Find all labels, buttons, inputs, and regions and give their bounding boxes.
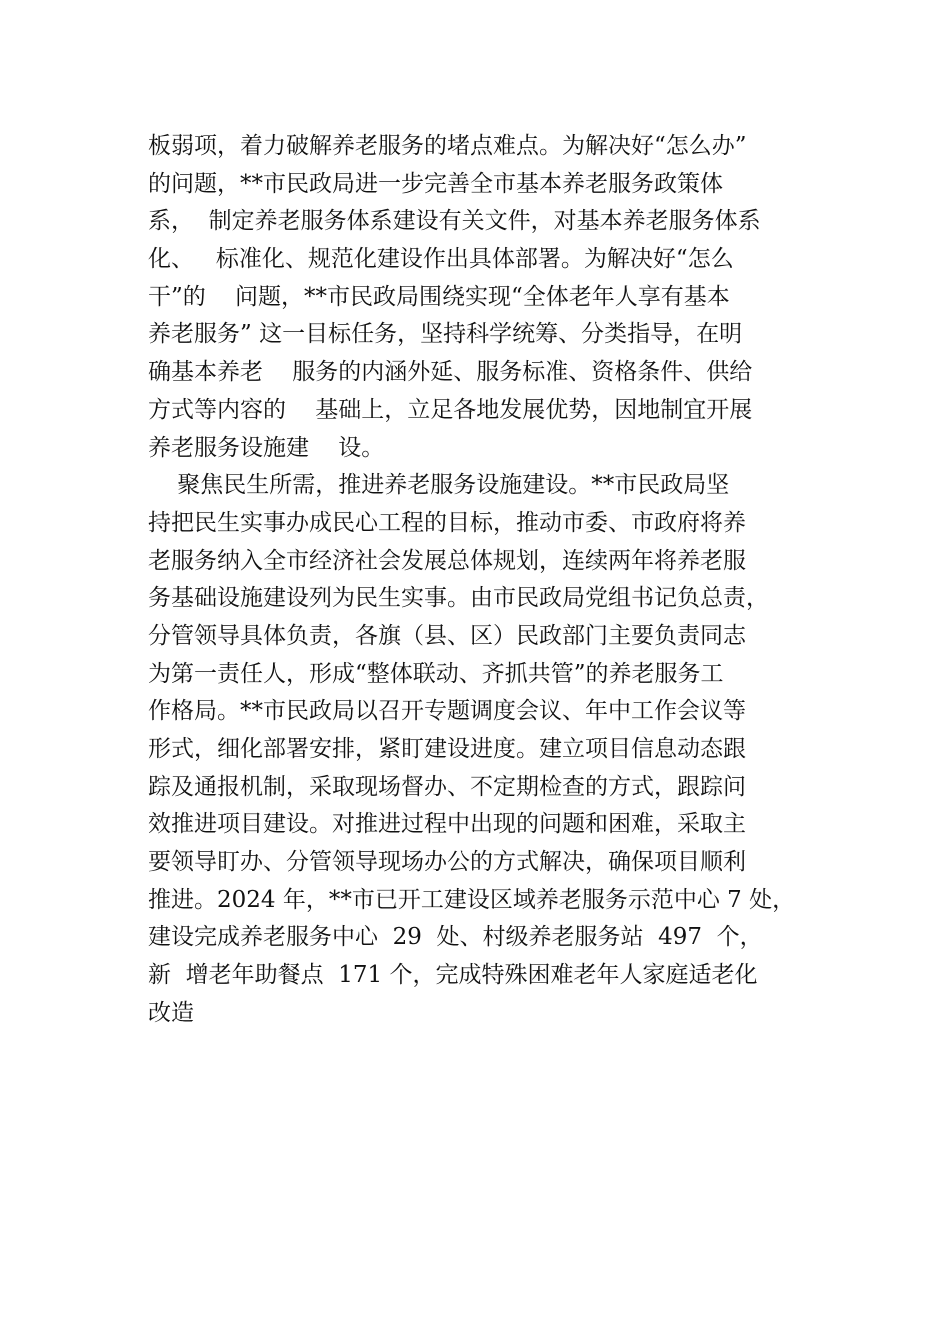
text-line: 养老服务设施建 设。: [148, 434, 385, 461]
document-body: [148, 128, 848, 1033]
text-line: 形式，细化部署安排，紧盯建设进度。建立项目信息动态跟: [148, 736, 746, 762]
text-line: 要领导盯办、分管领导现场办公的方式解决，确保项目顺利: [148, 849, 746, 876]
text-line: 化、 标准化、规范化建设作出具体部署。为解决好“怎么: [148, 246, 734, 273]
text-line: 建设完成养老服务中心 29 处、村级养老服务站 497 个，: [148, 924, 763, 951]
text-line: 务基础设施建设列为民生实事。由市民政局党组书记负总责，: [148, 585, 769, 612]
text-line: 改造: [148, 999, 194, 1026]
text-line: 养老服务” 这一目标任务，坚持科学统筹、分类指导，在明: [148, 321, 743, 348]
text-line: 方式等内容的 基础上，立足各地发展优势，因地制宜开展: [148, 396, 753, 423]
text-line: 老服务纳入全市经济社会发展总体规划，连续两年将养老服: [148, 547, 746, 574]
text-line: 分管领导具体负责，各旗（县、区）民政部门主要负责同志: [148, 622, 746, 649]
text-line: 干”的 问题，**市民政局围绕实现“全体老年人享有基本: [148, 283, 730, 310]
text-line: 板弱项，着力破解养老服务的堵点难点。为解决好“怎么办”: [148, 133, 747, 159]
paragraph-elderly-care-policy: [148, 128, 848, 467]
text-line: 效推进项目建设。对推进过程中出现的问题和困难，采取主: [148, 811, 746, 838]
text-line: 聚焦民生所需，推进养老服务设施建设。**市民政局坚: [148, 472, 730, 499]
text-line: 持把民生实事办成民心工程的目标，推动市委、市政府将养: [148, 509, 746, 536]
text-line: 为第一责任人，形成“整体联动、齐抓共管”的养老服务工: [148, 660, 724, 687]
text-line: 作格局。**市民政局以召开专题调度会议、年中工作会议等: [148, 698, 746, 725]
text-line: 推进。2024 年，**市已开工建设区域养老服务示范中心 7 处，: [148, 886, 796, 913]
text-line: 确基本养老 服务的内涵外延、服务标准、资格条件、供给: [148, 359, 753, 386]
paragraph-facility-construction: [148, 467, 848, 1032]
text-line: 的问题，**市民政局进一步完善全市基本养老服务政策体: [148, 170, 723, 197]
text-line: 新 增老年助餐点 171 个，完成特殊困难老年人家庭适老化: [148, 962, 758, 989]
text-line: 系， 制定养老服务体系建设有关文件，对基本养老服务体系: [148, 208, 761, 235]
text-line: 踪及通报机制，采取现场督办、不定期检查的方式，跟踪问: [148, 773, 746, 800]
